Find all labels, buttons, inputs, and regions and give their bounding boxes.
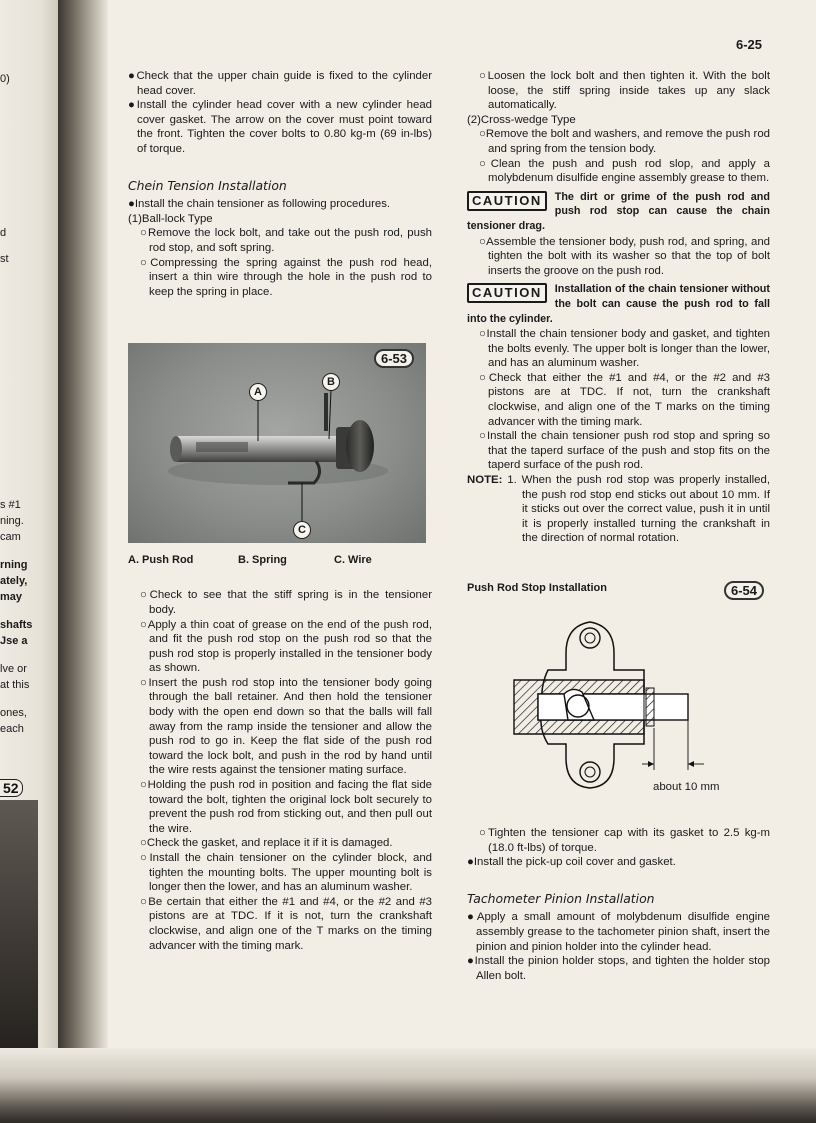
list-item: ●Install the pick-up coil cover and gasket. xyxy=(467,856,676,869)
step-item: ○Insert the push rod stop into the tensioner body going through the ball retainer. And then hold the tensioner body with the open end down so that the balls will fall away from the ramp inside the tensioner and allow the push rod to go in. Keep the flat side of the push rod toward the lock bolt, and push in the rod by hand until the wire rests against the tensioner mating surface. xyxy=(140,676,432,777)
list-item: ●Install the pinion holder stops, and tighten the holder stop Allen bolt. xyxy=(467,955,770,982)
facing-page-fragment: 0) xyxy=(0,73,10,85)
caution-text: The dirt or grime of the push rod and push rod stop can cause the chain tensioner drag. xyxy=(467,190,770,232)
step-item: ○Install the chain tensioner on the cylinder block, and tighten the mounting bolts. The upper mounting bolt is longer then the lower, and has an aluminum washer. xyxy=(140,852,432,894)
caution-text: Installation of the chain tensioner without the bolt can cause the push rod to fall into the cylinder. xyxy=(467,283,770,325)
dimension-label: about 10 mm xyxy=(653,781,720,793)
figure-title: Push Rod Stop Installation xyxy=(467,582,607,594)
facing-page-fragment: at this xyxy=(0,679,30,691)
step-item: ○Check the gasket, and replace it if it is damaged. xyxy=(140,837,393,850)
note-label: NOTE: xyxy=(467,474,503,487)
facing-page-fragment: shafts xyxy=(0,619,33,631)
step-item: ○Compressing the spring against the push rod head, insert a thin wire through the hole in the push rod to keep the spring in place. xyxy=(140,256,432,298)
step-item: ○Check to see that the stiff spring is in the tensioner body. xyxy=(140,589,432,616)
facing-page-fragment: lve or xyxy=(0,663,27,675)
step-item: ○Install the chain tensioner body and gasket, and tighten the bolts evenly. The upper bolt is longer than the lower, and has an aluminum washer. xyxy=(479,328,770,370)
figure-caption-c: C. Wire xyxy=(334,554,372,566)
caution-badge: CAUTION xyxy=(467,283,547,303)
facing-page-figure-badge: 52 xyxy=(0,779,23,797)
facing-page-fragment: rning xyxy=(0,559,28,571)
figure-caption-a: A. Push Rod xyxy=(128,554,194,566)
note-block xyxy=(467,473,770,546)
callout-a: A xyxy=(249,383,267,401)
binding-gutter xyxy=(58,0,108,1123)
subsection-label: (1)Ball-lock Type xyxy=(128,212,213,225)
facing-page-fragment: Jse a xyxy=(0,635,28,647)
callout-leaders xyxy=(128,343,426,543)
push-rod-stop-diagram xyxy=(508,608,738,808)
step-item: ○Tighten the tensioner cap with its gasket to 2.5 kg-m (18.0 ft-lbs) of torque. xyxy=(479,827,770,854)
facing-page-fragment: d xyxy=(0,227,7,239)
facing-page-fragment: cam xyxy=(0,531,21,543)
caution-box xyxy=(467,190,770,234)
figure-caption-b: B. Spring xyxy=(238,554,287,566)
list-item: ●Install the chain tensioner as following procedures. xyxy=(128,198,391,211)
step-item: ○Assemble the tensioner body, push rod, and spring, and tighten the bolt with its washer so that the top of bolt inserts the groove on the push rod. xyxy=(479,235,770,277)
list-item: ●Apply a small amount of molybdenum disulfide engine assembly grease to the tachometer pinion shaft, insert the pinion and pinion holder into the cylinder head. xyxy=(467,911,770,953)
right-column xyxy=(467,69,770,546)
step-item: ○Remove the lock bolt, and take out the push rod, push rod stop, and soft spring. xyxy=(140,227,432,254)
facing-page-fragment: s #1 xyxy=(0,499,21,511)
subsection-label: (2)Cross-wedge Type xyxy=(467,113,576,126)
section-heading: Chein Tension Installation xyxy=(128,177,287,193)
facing-page-fragment: ning. xyxy=(0,515,24,527)
step-item: ○Install the chain tensioner push rod stop and spring so that the taperd surface of the push and stop fits on the taperd surface of the push rod. xyxy=(479,430,770,472)
callout-b: B xyxy=(322,373,340,391)
bottom-page-shadow xyxy=(0,1048,816,1123)
facing-page-fragment: st xyxy=(0,253,9,265)
step-item: ○Clean the push and push rod slop, and apply a molybdenum disulfide engine assembly grease to them. xyxy=(479,157,770,185)
callout-c: C xyxy=(293,521,311,539)
step-item: ○Check that either the #1 and #4, or the #2 and #3 pistons are at TDC. If not, turn the crankshaft clockwise, and align one of the T marks on the timing advancer with the timing mark. xyxy=(479,371,770,428)
facing-page-fragment: each xyxy=(0,723,24,735)
step-item: ○Remove the bolt and washers, and remove the push rod and spring from the tension body. xyxy=(479,128,770,155)
step-item: ○Apply a thin coat of grease on the end of the push rod, and fit the push rod stop on the push rod so that the push rod stop is properly installed in the tensioner body as shown. xyxy=(140,618,432,675)
push-rod-photo xyxy=(128,343,426,543)
page-number: 6-25 xyxy=(736,37,763,52)
right-bottom-column xyxy=(467,826,770,983)
step-item: ○Holding the push rod in position and facing the flat side toward the bolt, tighten the original lock bolt securely to prevent the push rod from sticking out, and then pull out the wire. xyxy=(140,779,432,835)
facing-page-fragment: ately, xyxy=(0,575,28,587)
step-item: ○Loosen the lock bolt and then tighten it. With the bolt loose, the stiff spring inside takes up any slack automatically. xyxy=(479,70,770,112)
figure-badge: 6-54 xyxy=(724,581,764,600)
step-item: ○Be certain that either the #1 and #4, or the #2 and #3 pistons are at TDC. If it is not, turn the crankshaft clockwise, and align one of the T marks on the timing advancer with the timing mark. xyxy=(140,895,432,952)
facing-page-text-fragments xyxy=(0,0,60,1123)
facing-page-fragment: may xyxy=(0,591,23,603)
facing-page-fragment: ones, xyxy=(0,707,27,719)
caution-badge: CAUTION xyxy=(467,191,547,211)
section-heading: Tachometer Pinion Installation xyxy=(467,890,655,906)
list-item: ●Check that the upper chain guide is fixed to the cylinder head cover. xyxy=(128,70,432,97)
caution-box xyxy=(467,282,770,326)
list-item: ●Install the cylinder head cover with a new cylinder head cover gasket. The arrow on the cover must point toward the front. Tighten the cover bolts to 0.80 kg-m (69 in-lbs) of torque. xyxy=(128,99,432,155)
note-text: 1. When the push rod stop was properly installed, the push rod stop end sticks out about 10 mm. If it sticks out over the correct value, push it in until it is properly installed turning the crankshaft in the direction of normal rotation. xyxy=(507,474,770,545)
figure-badge: 6-53 xyxy=(374,349,414,368)
